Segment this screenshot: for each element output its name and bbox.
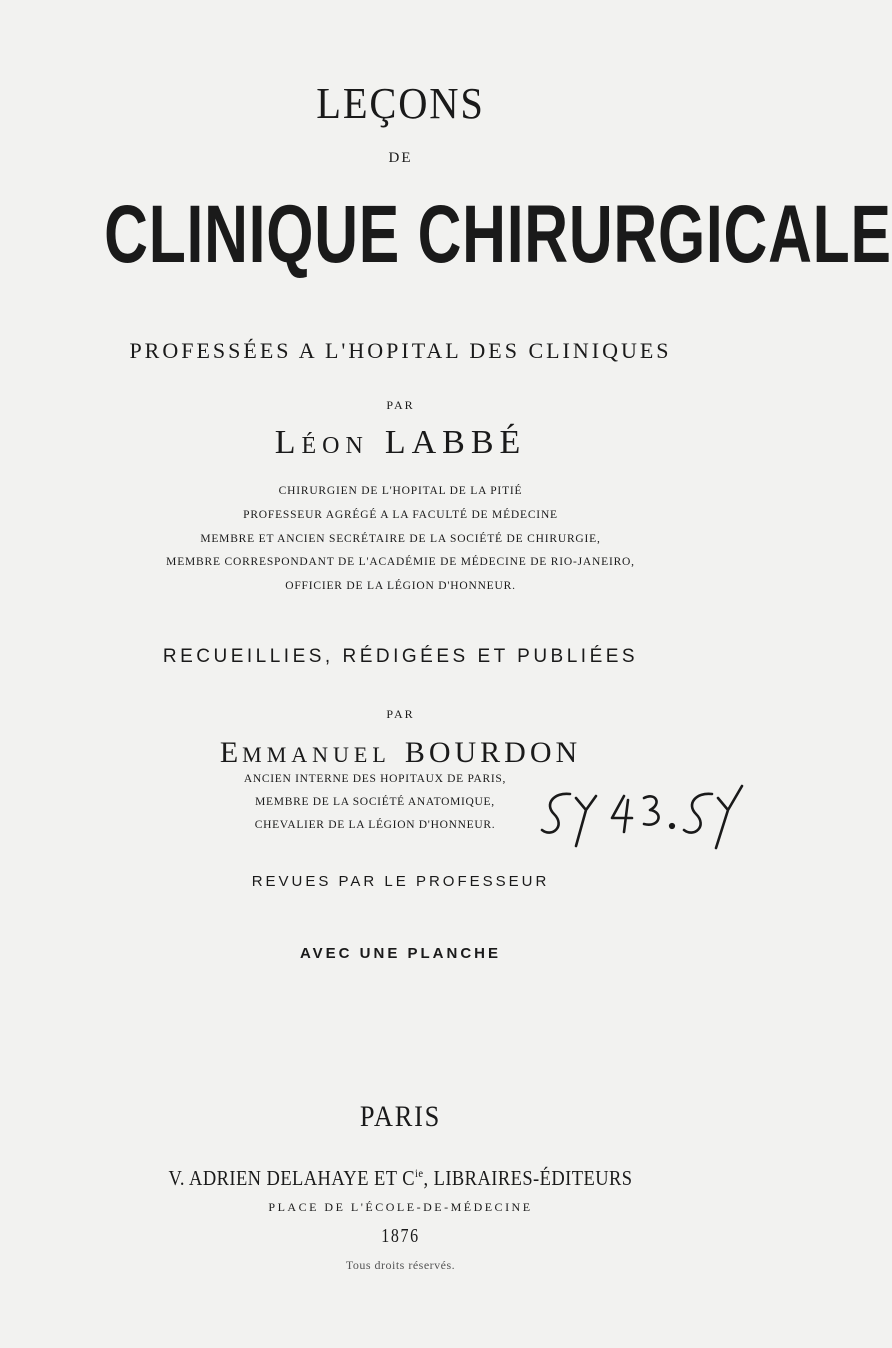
publisher-sup: ie xyxy=(414,1166,424,1180)
author-credential: PROFESSEUR AGRÉGÉ A LA FACULTÉ DE MÉDECINE xyxy=(243,509,558,521)
handwritten-shelfmark xyxy=(532,768,752,848)
editor-last-name: BOURDON xyxy=(404,736,582,769)
author-name xyxy=(0,424,801,462)
title-lecons: LEÇONS xyxy=(316,79,485,128)
title-de: DE xyxy=(388,150,413,166)
author-credential: MEMBRE ET ANCIEN SECRÉTAIRE DE LA SOCIÉTÉ DE CHIRURGIE, xyxy=(200,533,601,545)
imprint-year: 1876 xyxy=(381,1225,420,1247)
imprint-city: PARIS xyxy=(359,1100,442,1133)
imprint-publisher xyxy=(48,1166,753,1191)
author-par: PAR xyxy=(386,398,415,412)
editor-name xyxy=(0,736,801,770)
subtitle-professed: PROFESSÉES A L'HOPITAL DES CLINIQUES xyxy=(129,338,672,363)
imprint-place: PLACE DE L'ÉCOLE-DE-MÉDECINE xyxy=(268,1200,533,1214)
author-credential: CHIRURGIEN DE L'HOPITAL DE LA PITIÉ xyxy=(278,485,523,497)
editor-first-rest: MMANUEL xyxy=(242,742,391,767)
reviewed-line: REVUES PAR LE PROFESSEUR xyxy=(251,873,550,890)
author-credential: MEMBRE CORRESPONDANT DE L'ACADÉMIE DE MÉDECINE DE RIO-JANEIRO, xyxy=(166,556,635,568)
publisher-tail: , LIBRAIRES-ÉDITEURS xyxy=(423,1166,633,1190)
rights-notice: Tous droits réservés. xyxy=(345,1258,456,1272)
editor-first-initial: E xyxy=(219,736,243,769)
collected-line: RECUEILLIES, RÉDIGÉES ET PUBLIÉES xyxy=(162,646,639,667)
publisher-name: V. ADRIEN DELAHAYE ET C xyxy=(168,1166,415,1190)
editor-par: PAR xyxy=(386,707,415,721)
main-title: CLINIQUE CHIRURGICALE xyxy=(104,189,892,280)
author-first-rest: ÉON xyxy=(301,433,369,459)
author-last-name: LABBÉ xyxy=(384,424,527,461)
editor-credential: CHEVALIER DE LA LÉGION D'HONNEUR. xyxy=(254,819,496,831)
editor-credential: MEMBRE DE LA SOCIÉTÉ ANATOMIQUE, xyxy=(255,796,495,808)
plate-line: AVEC UNE PLANCHE xyxy=(299,945,502,962)
author-credential: OFFICIER DE LA LÉGION D'HONNEUR. xyxy=(285,580,516,592)
author-first-initial: L xyxy=(274,424,302,461)
editor-credential: ANCIEN INTERNE DES HOPITAUX DE PARIS, xyxy=(243,773,507,785)
